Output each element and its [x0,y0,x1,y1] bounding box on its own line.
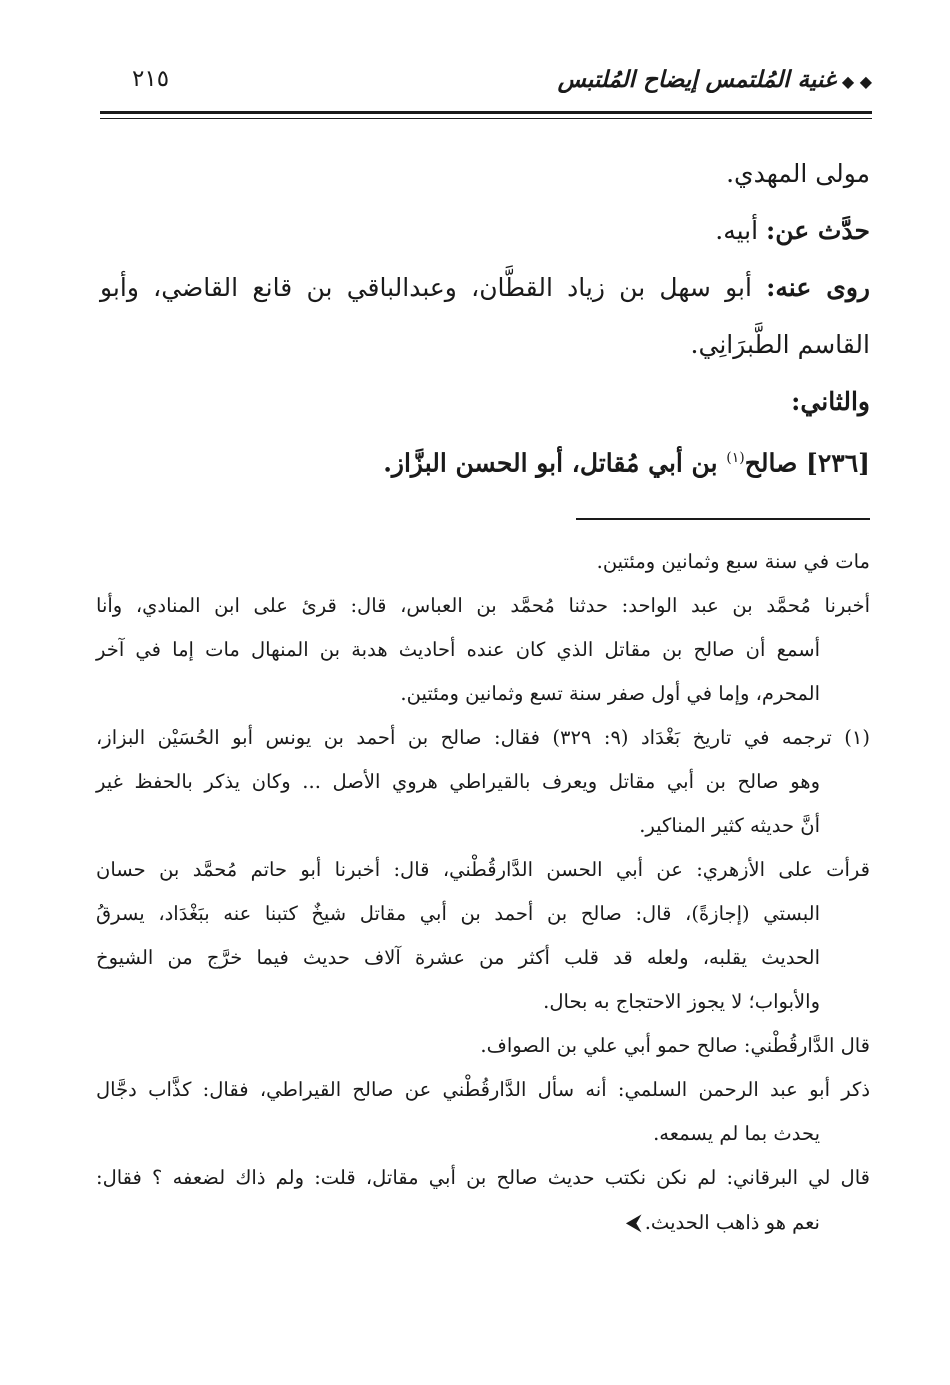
footnote-paragraph [96,1024,870,1068]
footnote-line: المحرم، وإما في أول صفر سنة تسع وثمانين ومئتين. [400,682,820,705]
footnote-line: أخبرنا مُحمَّد بن عبد الواحد: حدثنا مُحمَّد بن العباس، قال: قرئ على ابن المنادي، وأنا [96,594,870,617]
header-rule [100,111,872,119]
footnote-line: أنَّ حديثه كثير المناكير. [639,814,820,837]
footnote-line: قال لي البرقاني: لم نكن نكتب حديث صالح بن أبي مقاتل، قلت: ولم ذاك لضعفه ؟ فقال: [96,1166,870,1189]
footnote-line: مات في سنة سبع وثمانين ومئتين. [596,550,870,573]
footnote-line: قال الدَّارقُطْني: صالح حمو أبي علي بن الصواف. [480,1034,870,1057]
section-label: روى عنه: [766,273,870,302]
text-line: مولى المهدي. [726,159,870,188]
footnote-paragraph [96,1068,870,1156]
footnote-line: (١) ترجمه في تاريخ بَغْدَاد (٩: ٣٢٩) فقال: صالح بن أحمد بن يونس أبو الحُسَيْن البزاز، [96,726,870,749]
entry-heading [100,430,870,491]
entry-rest: بن أبي مُقاتل، أبو الحسن البزَّاز. [383,448,727,478]
footnote-text: نعم هو ذاهب الحديث. [644,1211,820,1234]
footnote-line: والأبواب؛ لا يجوز الاحتجاج به بحال. [543,990,820,1013]
page-header [100,62,872,106]
section-label: حدَّث عن: [766,216,870,245]
line-text: أبيه. [715,216,766,245]
page-number: ٢١٥ [132,66,170,92]
footnote-line: أسمع أن صالح بن مقاتل الذي كان عنده أحاديث هدبة بن المنهال مات إما في آخر [96,638,820,661]
line-text: أبو سهل بن زياد القطَّان، وعبدالباقي بن قانع القاضي، وأبو [100,273,767,302]
diamond-icons: ◆ ◆ [841,72,872,91]
text-line [100,259,870,316]
running-title [558,66,872,93]
footnote-separator [576,518,870,520]
footnote-paragraph [96,540,870,584]
footnote-paragraph [96,584,870,716]
main-text [100,145,870,491]
footnote-line: البستي (إجازةً)، قال: صالح بن أحمد بن أبي مقاتل شيخٌ كتبنا عنه ببَغْدَاد، يسرقُ [96,902,820,925]
section-heading: والثاني: [791,387,870,416]
footnote-line: الحديث يقلبه، ولعله قد قلب أكثر من عشرة آلاف حديث فيما خرَّج من الشيوخ [96,946,820,969]
footnote-line: يحدث بما لم يسمعه. [653,1122,820,1145]
entry-number-name: [٢٣٦] صالح [744,448,870,478]
footnote-line [96,1200,870,1245]
footnote-paragraph [96,1156,870,1245]
footnote-line: قرأت على الأزهري: عن أبي الحسن الدَّارقُطْني، قال: أخبرنا أبو حاتم مُحمَّد بن حسان [96,858,870,881]
footnote-paragraph [96,848,870,1024]
text-line [100,202,870,259]
footnote-marker: (١) [726,450,745,466]
footnote-paragraph [96,716,870,848]
footnote-line: وهو صالح بن أبي مقاتل ويعرف بالقيراطي هروي الأصل ... وكان يذكر بالحفظ غير [96,770,820,793]
footnotes [96,540,870,1245]
footnote-line: ذكر أبو عبد الرحمن السلمي: أنه سأل الدَّارقُطْني عن صالح القيراطي، فقال: كذَّاب دجَّال [96,1078,870,1101]
book-title: غنية المُلتمس إيضاح المُلتبس [557,66,836,93]
end-arrow-icon: ⮜ [626,1210,641,1234]
text-line: القاسم الطَّبرَانِي. [690,330,870,359]
